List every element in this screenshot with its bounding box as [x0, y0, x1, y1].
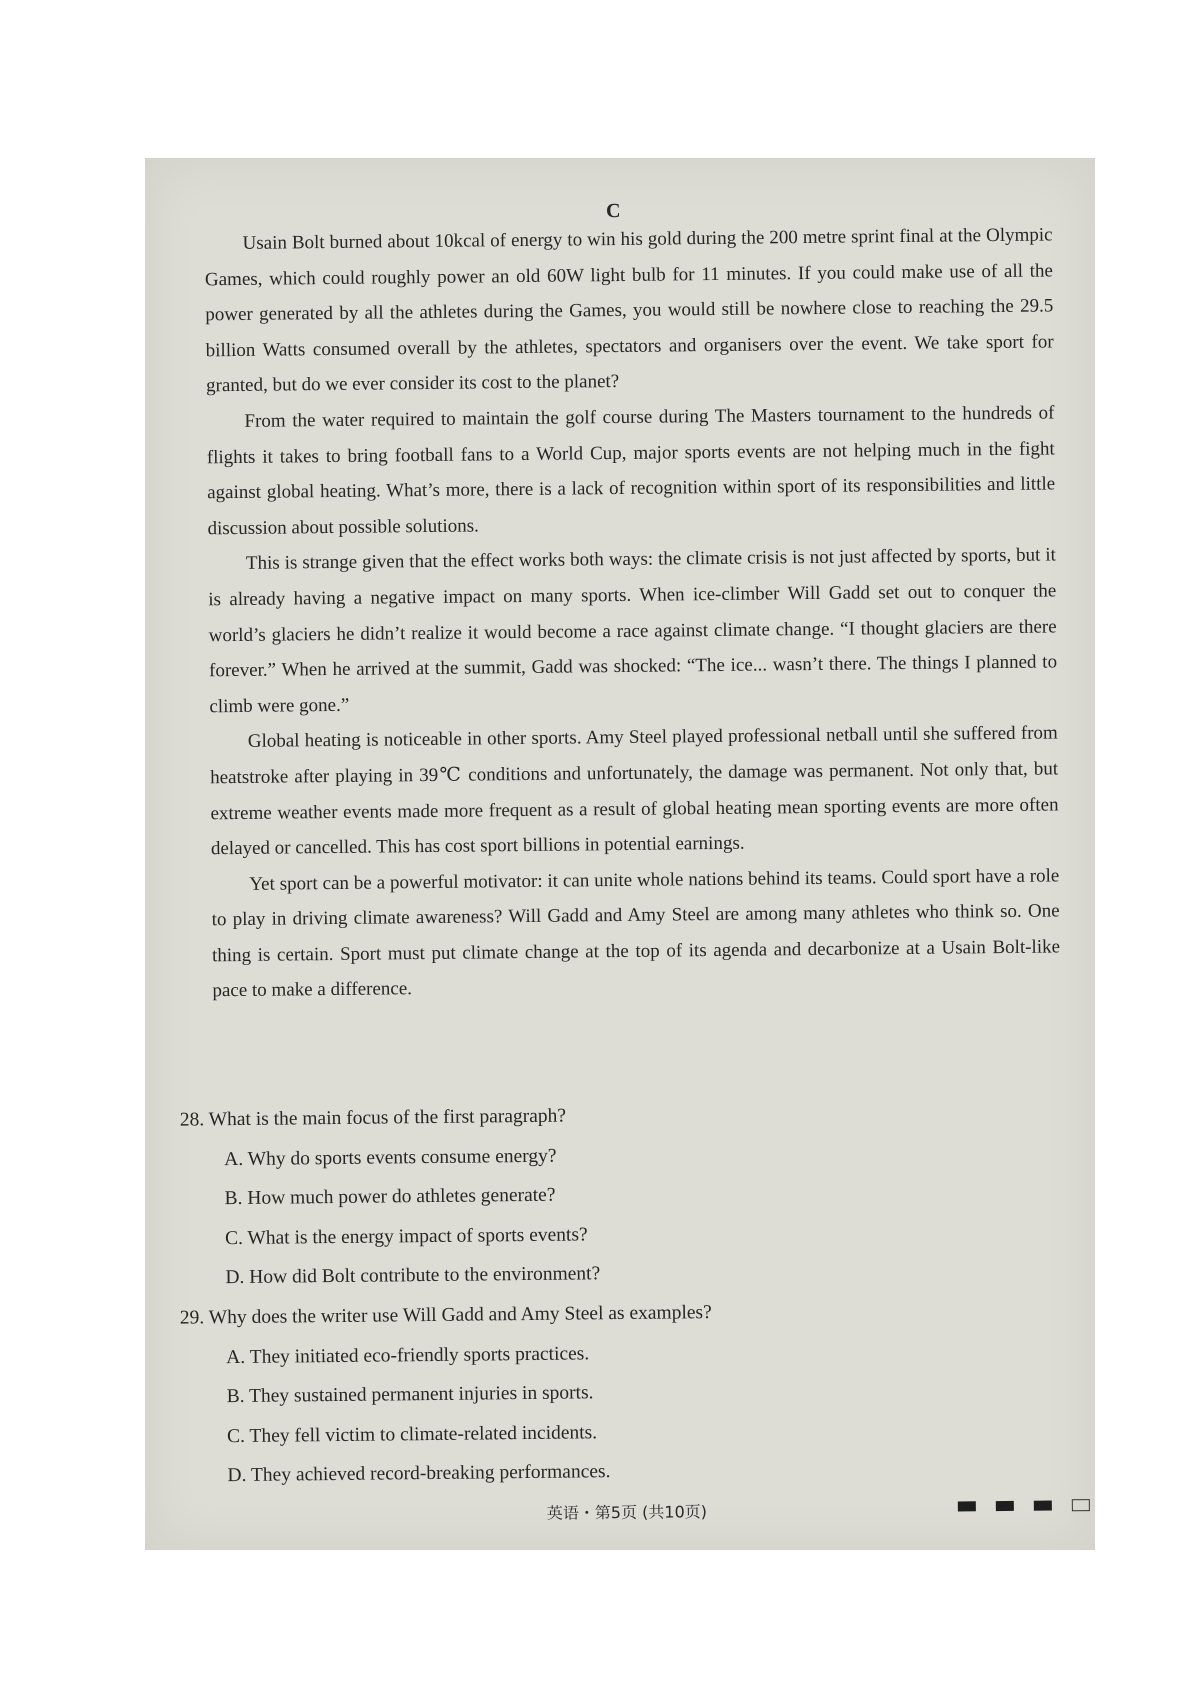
page-content [138, 153, 1103, 1555]
passage-paragraph-1: Usain Bolt burned about 10kcal of energy to win his gold during the 200 metre sprint final at the Olympic Games, which could roughly power an old 60W light bulb for 11 minutes. If you could make use of all the power generated by all the athletes during the Games, you would still be nowhere close to reaching the 29.5 billion Watts consumed overall by the athletes, spectators and organisers over the event. We take sport for granted, but do we ever consider its cost to the planet? [204, 224, 1054, 397]
option-c: C. What is the energy impact of sports events? [224, 1224, 588, 1249]
passage-paragraph-4: Global heating is noticeable in other sports. Amy Steel played professional netball until she suffered from heatstroke after playing in 39℃ conditions and unfortunately, the damage was permanent. Not only that, but extreme weather events made more frequent as a result of global heating mean sporting events are more often delayed or cancelled. This has cost sport billions in potential earnings. [210, 722, 1059, 860]
option-c: C. They fell victim to climate-related incidents. [226, 1422, 598, 1447]
passage-paragraph-2: From the water required to maintain the golf course during The Masters tournament to the hundreds of flights it takes to bring football fans to a World Cup, major sports events are not helping much in the fight against global heating. What’s more, there is a lack of recognition within sport of its responsibilities and little discussion about possible solutions. [206, 402, 1056, 540]
option-a: A. They initiated eco-friendly sports practices. [226, 1342, 590, 1368]
passage-paragraph-3: This is strange given that the effect works both ways: the climate crisis is not just affected by sports, but it is already having a negative impact on many sports. When ice-climber Will Gadd set out to conquer the world’s glaciers he didn’t realize it would become a race against climate change. “I thought glaciers are there forever.” When he arrived at the summit, Gadd was shocked: “The ice... wasn’t there. The things I planned to climb were gone.” [208, 544, 1058, 718]
page-number-label: 英语・第5页 (共10页) [546, 1502, 708, 1523]
question-stem: 28. What is the main focus of the first paragraph? [179, 1105, 567, 1131]
question-list [178, 1092, 962, 1496]
page-footer [152, 1495, 1102, 1535]
option-d: D. How did Bolt contribute to the environment? [225, 1263, 601, 1289]
question-28 [178, 1092, 960, 1298]
option-a: A. Why do sports events consume energy? [224, 1145, 557, 1170]
filled-square-icon [996, 1501, 1014, 1511]
question-29 [180, 1290, 962, 1496]
option-b: B. They sustained permanent injuries in sports. [226, 1382, 594, 1408]
filled-square-icon [1034, 1501, 1052, 1511]
empty-square-icon [1072, 1499, 1090, 1511]
question-stem: 29. Why does the writer use Will Gadd and Amy Steel as examples? [179, 1302, 712, 1329]
section-heading: C [605, 199, 621, 223]
filled-square-icon [958, 1501, 976, 1511]
reading-passage [204, 217, 1060, 1009]
registration-marks [958, 1499, 1090, 1512]
option-b: B. How much power do athletes generate? [224, 1184, 556, 1210]
scanned-page [145, 158, 1095, 1550]
passage-paragraph-5: Yet sport can be a powerful motivator: it can unite whole nations behind its teams. Could sport have a role to play in driving climate awareness? Will Gadd and Amy Steel are among many athletes who think so. One thing is certain. Sport must put climate change at the top of its agenda and decarbonize at a Usain Bolt-like pace to make a difference. [211, 865, 1061, 1002]
option-d: D. They achieved record-breaking performances. [227, 1461, 611, 1487]
